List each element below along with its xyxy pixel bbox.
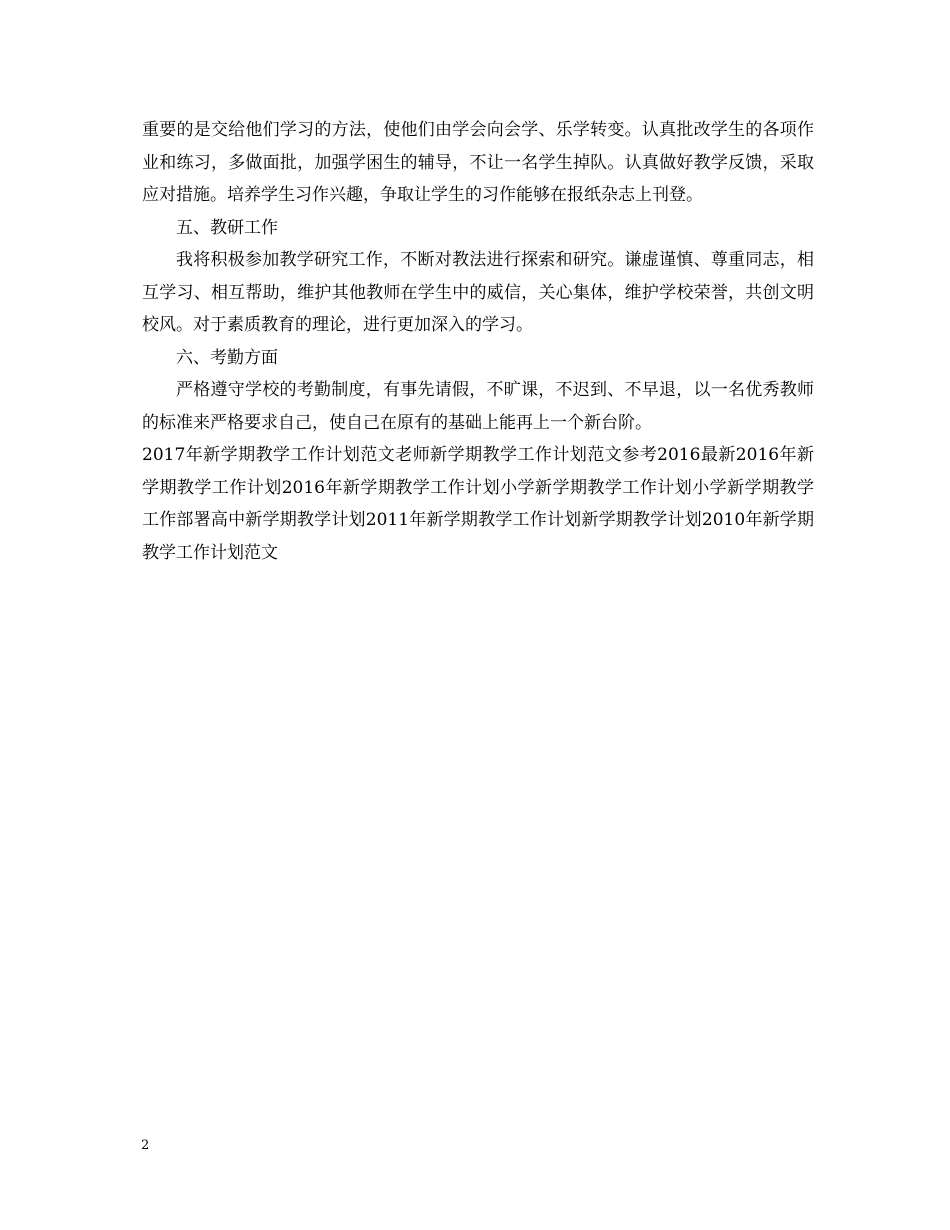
document-body bbox=[142, 114, 814, 569]
paragraph-research: 我将积极参加教学研究工作，不断对教法进行探索和研究。谦虚谨慎、尊重同志，相互学习、相互帮助，维护其他教师在学生中的威信，关心集体，维护学校荣誉，共创文明校风。对于素质教育的理论，进行更加深入的学习。 bbox=[142, 250, 814, 335]
page-number: 2 bbox=[141, 1138, 150, 1153]
section-heading-research: 五、教研工作 bbox=[176, 217, 278, 238]
paragraph-teaching-methods: 重要的是交给他们学习的方法，使他们由学会向会学、乐学转变。认真批改学生的各项作业和练习，多做面批，加强学困生的辅导，不让一名学生掉队。认真做好教学反馈，采取应对措施。培养学生习作兴趣，争取让学生的习作能够在报纸杂志上刊登。 bbox=[142, 120, 814, 205]
section-heading-attendance: 六、考勤方面 bbox=[176, 347, 278, 368]
paragraph-related-titles: 2017年新学期教学工作计划范文老师新学期教学工作计划范文参考2016最新2016年新学期教学工作计划2016年新学期教学工作计划小学新学期教学工作计划小学新学期教学工作部署高中新学期教学计划2011年新学期教学工作计划新学期教学计划2010年新学期教学工作计划范文 bbox=[142, 445, 814, 563]
paragraph-attendance: 严格遵守学校的考勤制度，有事先请假，不旷课，不迟到、不早退，以一名优秀教师的标准来严格要求自己，使自己在原有的基础上能再上一个新台阶。 bbox=[142, 380, 814, 433]
